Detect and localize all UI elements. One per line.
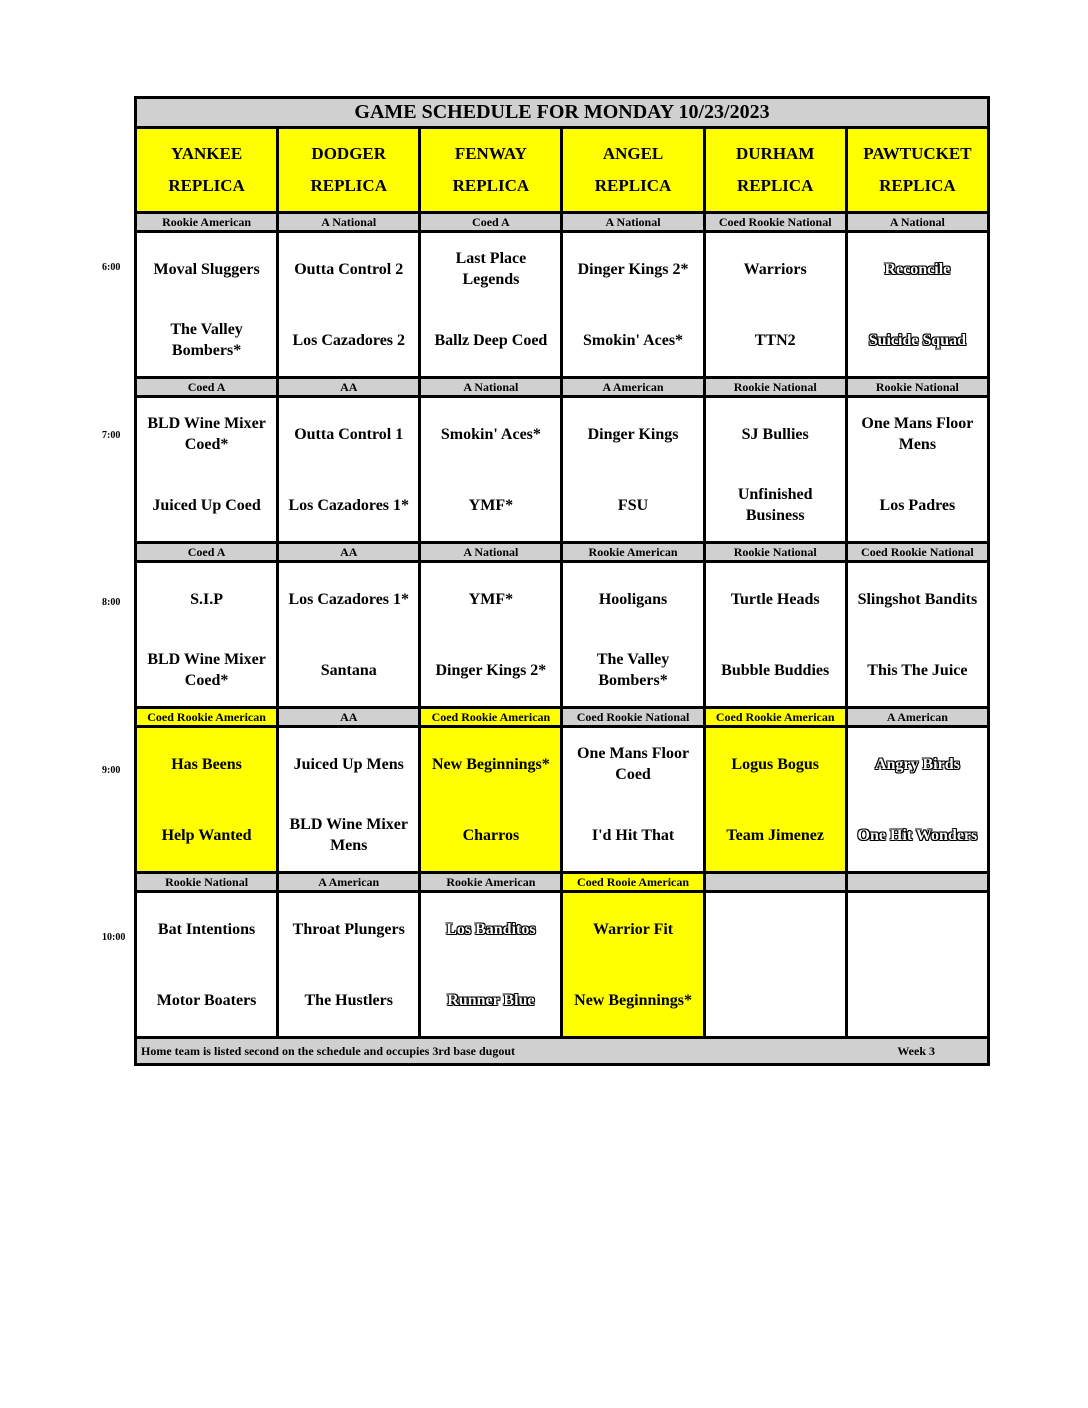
game-cell	[278, 727, 420, 873]
away-team: BLD Wine Mixer Coed*	[147, 415, 266, 453]
home-team: Los Cazadores 1*	[288, 496, 410, 514]
division-label: AA	[278, 708, 420, 727]
field-header-durham: DURHAM REPLICA	[704, 128, 846, 213]
home-team: New Beginnings*	[574, 991, 692, 1009]
away-team: Dinger Kings	[587, 425, 679, 443]
field-header-dodger: DODGER REPLICA	[278, 128, 420, 213]
division-label: A National	[562, 213, 704, 232]
home-team: One Hit Wonders	[857, 826, 978, 844]
game-cell	[704, 727, 846, 873]
game-cell	[136, 397, 278, 543]
home-team: FSU	[617, 496, 649, 514]
game-cell	[420, 562, 562, 708]
division-label: A National	[420, 543, 562, 562]
game-cell	[420, 727, 562, 873]
away-team: One Mans Floor Coed	[577, 745, 690, 783]
footer-note: Home team is listed second on the schedule and occupies 3rd base dugout	[141, 1043, 516, 1058]
division-label: A National	[846, 213, 988, 232]
time-label: 9:00	[102, 765, 121, 776]
game-cell	[704, 562, 846, 708]
division-label: Coed Rookie National	[562, 708, 704, 727]
away-team: Slingshot Bandits	[857, 590, 978, 608]
division-label: A American	[278, 873, 420, 892]
time-label: 7:00	[102, 430, 121, 441]
home-team: The Hustlers	[304, 991, 393, 1009]
division-label: Coed Rookie American	[704, 708, 846, 727]
away-team: S.I.P	[190, 590, 224, 608]
division-label: Rookie American	[136, 213, 278, 232]
time-label: 6:00	[102, 262, 121, 273]
footer	[136, 1038, 989, 1065]
home-team: TTN2	[754, 331, 796, 349]
home-team: Unfinished Business	[737, 486, 813, 524]
game-cell	[562, 562, 704, 708]
game-cell	[846, 232, 988, 378]
game-cell	[278, 892, 420, 1038]
game-cell	[420, 232, 562, 378]
home-team: Dinger Kings 2*	[435, 661, 547, 679]
division-label	[704, 873, 846, 892]
away-team: Throat Plungers	[292, 920, 405, 938]
game-cell	[846, 397, 988, 543]
away-team: Outta Control 1	[294, 425, 404, 443]
home-team: BLD Wine Mixer Mens	[289, 816, 408, 854]
time-label: 10:00	[102, 932, 126, 943]
away-team: Los Cazadores 1*	[288, 590, 410, 608]
away-team: Reconcile	[884, 260, 951, 278]
game-cell	[420, 397, 562, 543]
week-label: Week 3	[897, 1043, 935, 1058]
time-label: 8:00	[102, 597, 121, 608]
division-label: A National	[278, 213, 420, 232]
division-label: Coed A	[136, 378, 278, 397]
game-cell	[136, 562, 278, 708]
division-label: Coed A	[136, 543, 278, 562]
away-team	[706, 894, 845, 965]
away-team: Moval Sluggers	[153, 260, 260, 278]
division-label: Rookie National	[136, 873, 278, 892]
away-team: Hooligans	[598, 590, 668, 608]
away-team: Dinger Kings 2*	[577, 260, 689, 278]
field-header-angel: ANGEL REPLICA	[562, 128, 704, 213]
division-label: AA	[278, 378, 420, 397]
division-label: Rookie National	[704, 543, 846, 562]
game-cell	[136, 232, 278, 378]
division-label	[846, 873, 988, 892]
away-team: Outta Control 2	[294, 260, 404, 278]
division-label: Coed Rookie American	[420, 708, 562, 727]
home-team: Smokin' Aces*	[583, 331, 684, 349]
division-label: Coed Rooie American	[562, 873, 704, 892]
away-team: Juiced Up Mens	[293, 755, 404, 773]
home-team: Santana	[320, 661, 377, 679]
game-cell	[136, 727, 278, 873]
home-team: Help Wanted	[161, 826, 252, 844]
home-team: Ballz Deep Coed	[434, 331, 548, 349]
division-label: Coed Rookie National	[704, 213, 846, 232]
game-cell	[562, 727, 704, 873]
game-cell	[846, 562, 988, 708]
home-team: This The Juice	[867, 661, 968, 679]
division-label: Coed Rookie American	[136, 708, 278, 727]
game-cell	[704, 232, 846, 378]
home-team: Juiced Up Coed	[152, 496, 261, 514]
page-title: GAME SCHEDULE FOR MONDAY 10/23/2023	[136, 98, 989, 128]
division-label: Coed A	[420, 213, 562, 232]
game-cell	[278, 397, 420, 543]
division-label: Coed Rookie National	[846, 543, 988, 562]
away-team: New Beginnings*	[431, 755, 550, 773]
away-team	[848, 894, 987, 965]
home-team: The Valley Bombers*	[596, 651, 670, 689]
division-label: A American	[562, 378, 704, 397]
division-label: Rookie American	[562, 543, 704, 562]
game-cell	[562, 397, 704, 543]
division-label: AA	[278, 543, 420, 562]
home-team: The Valley Bombers*	[170, 321, 243, 359]
home-team: Team Jimenez	[726, 826, 824, 844]
away-team: One Mans Floor Mens	[861, 415, 974, 453]
division-label: Rookie National	[846, 378, 988, 397]
home-team	[706, 965, 845, 1036]
home-team: Runner Blue	[447, 991, 535, 1009]
game-cell	[420, 892, 562, 1038]
field-header-yankee: YANKEE REPLICA	[136, 128, 278, 213]
home-team: I'd Hit That	[591, 826, 675, 844]
away-team: Logus Bogus	[731, 755, 819, 773]
away-team: SJ Bullies	[741, 425, 809, 443]
away-team: Last Place Legends	[455, 250, 527, 288]
game-cell	[278, 562, 420, 708]
home-team: Bubble Buddies	[721, 661, 830, 679]
home-team: Motor Boaters	[156, 991, 257, 1009]
home-team: Los Padres	[879, 496, 956, 514]
away-team: Turtle Heads	[730, 590, 820, 608]
field-header-fenway: FENWAY REPLICA	[420, 128, 562, 213]
game-cell	[846, 727, 988, 873]
game-cell	[278, 232, 420, 378]
game-cell	[562, 892, 704, 1038]
away-team: Angry Birds	[874, 755, 960, 773]
game-cell	[846, 892, 988, 1038]
division-label: A American	[846, 708, 988, 727]
home-team: Suicide Squad	[868, 331, 967, 349]
game-cell	[562, 232, 704, 378]
away-team: Has Beens	[171, 755, 242, 773]
division-label: Rookie American	[420, 873, 562, 892]
home-team	[848, 965, 987, 1036]
field-header-pawtucket: PAWTUCKET REPLICA	[846, 128, 988, 213]
game-cell	[704, 397, 846, 543]
home-team: Los Cazadores 2	[292, 331, 406, 349]
game-cell	[136, 892, 278, 1038]
schedule-table	[134, 96, 990, 1066]
home-team: BLD Wine Mixer Coed*	[147, 651, 266, 689]
away-team: Warriors	[743, 260, 807, 278]
away-team: Bat Intentions	[157, 920, 256, 938]
away-team: Warrior Fit	[592, 920, 674, 938]
game-cell	[704, 892, 846, 1038]
away-team: Los Banditos	[446, 920, 536, 938]
division-label: Rookie National	[704, 378, 846, 397]
home-team: YMF*	[468, 496, 514, 514]
division-label: A National	[420, 378, 562, 397]
away-team: YMF*	[468, 590, 514, 608]
home-team: Charros	[462, 826, 520, 844]
away-team: Smokin' Aces*	[440, 425, 541, 443]
